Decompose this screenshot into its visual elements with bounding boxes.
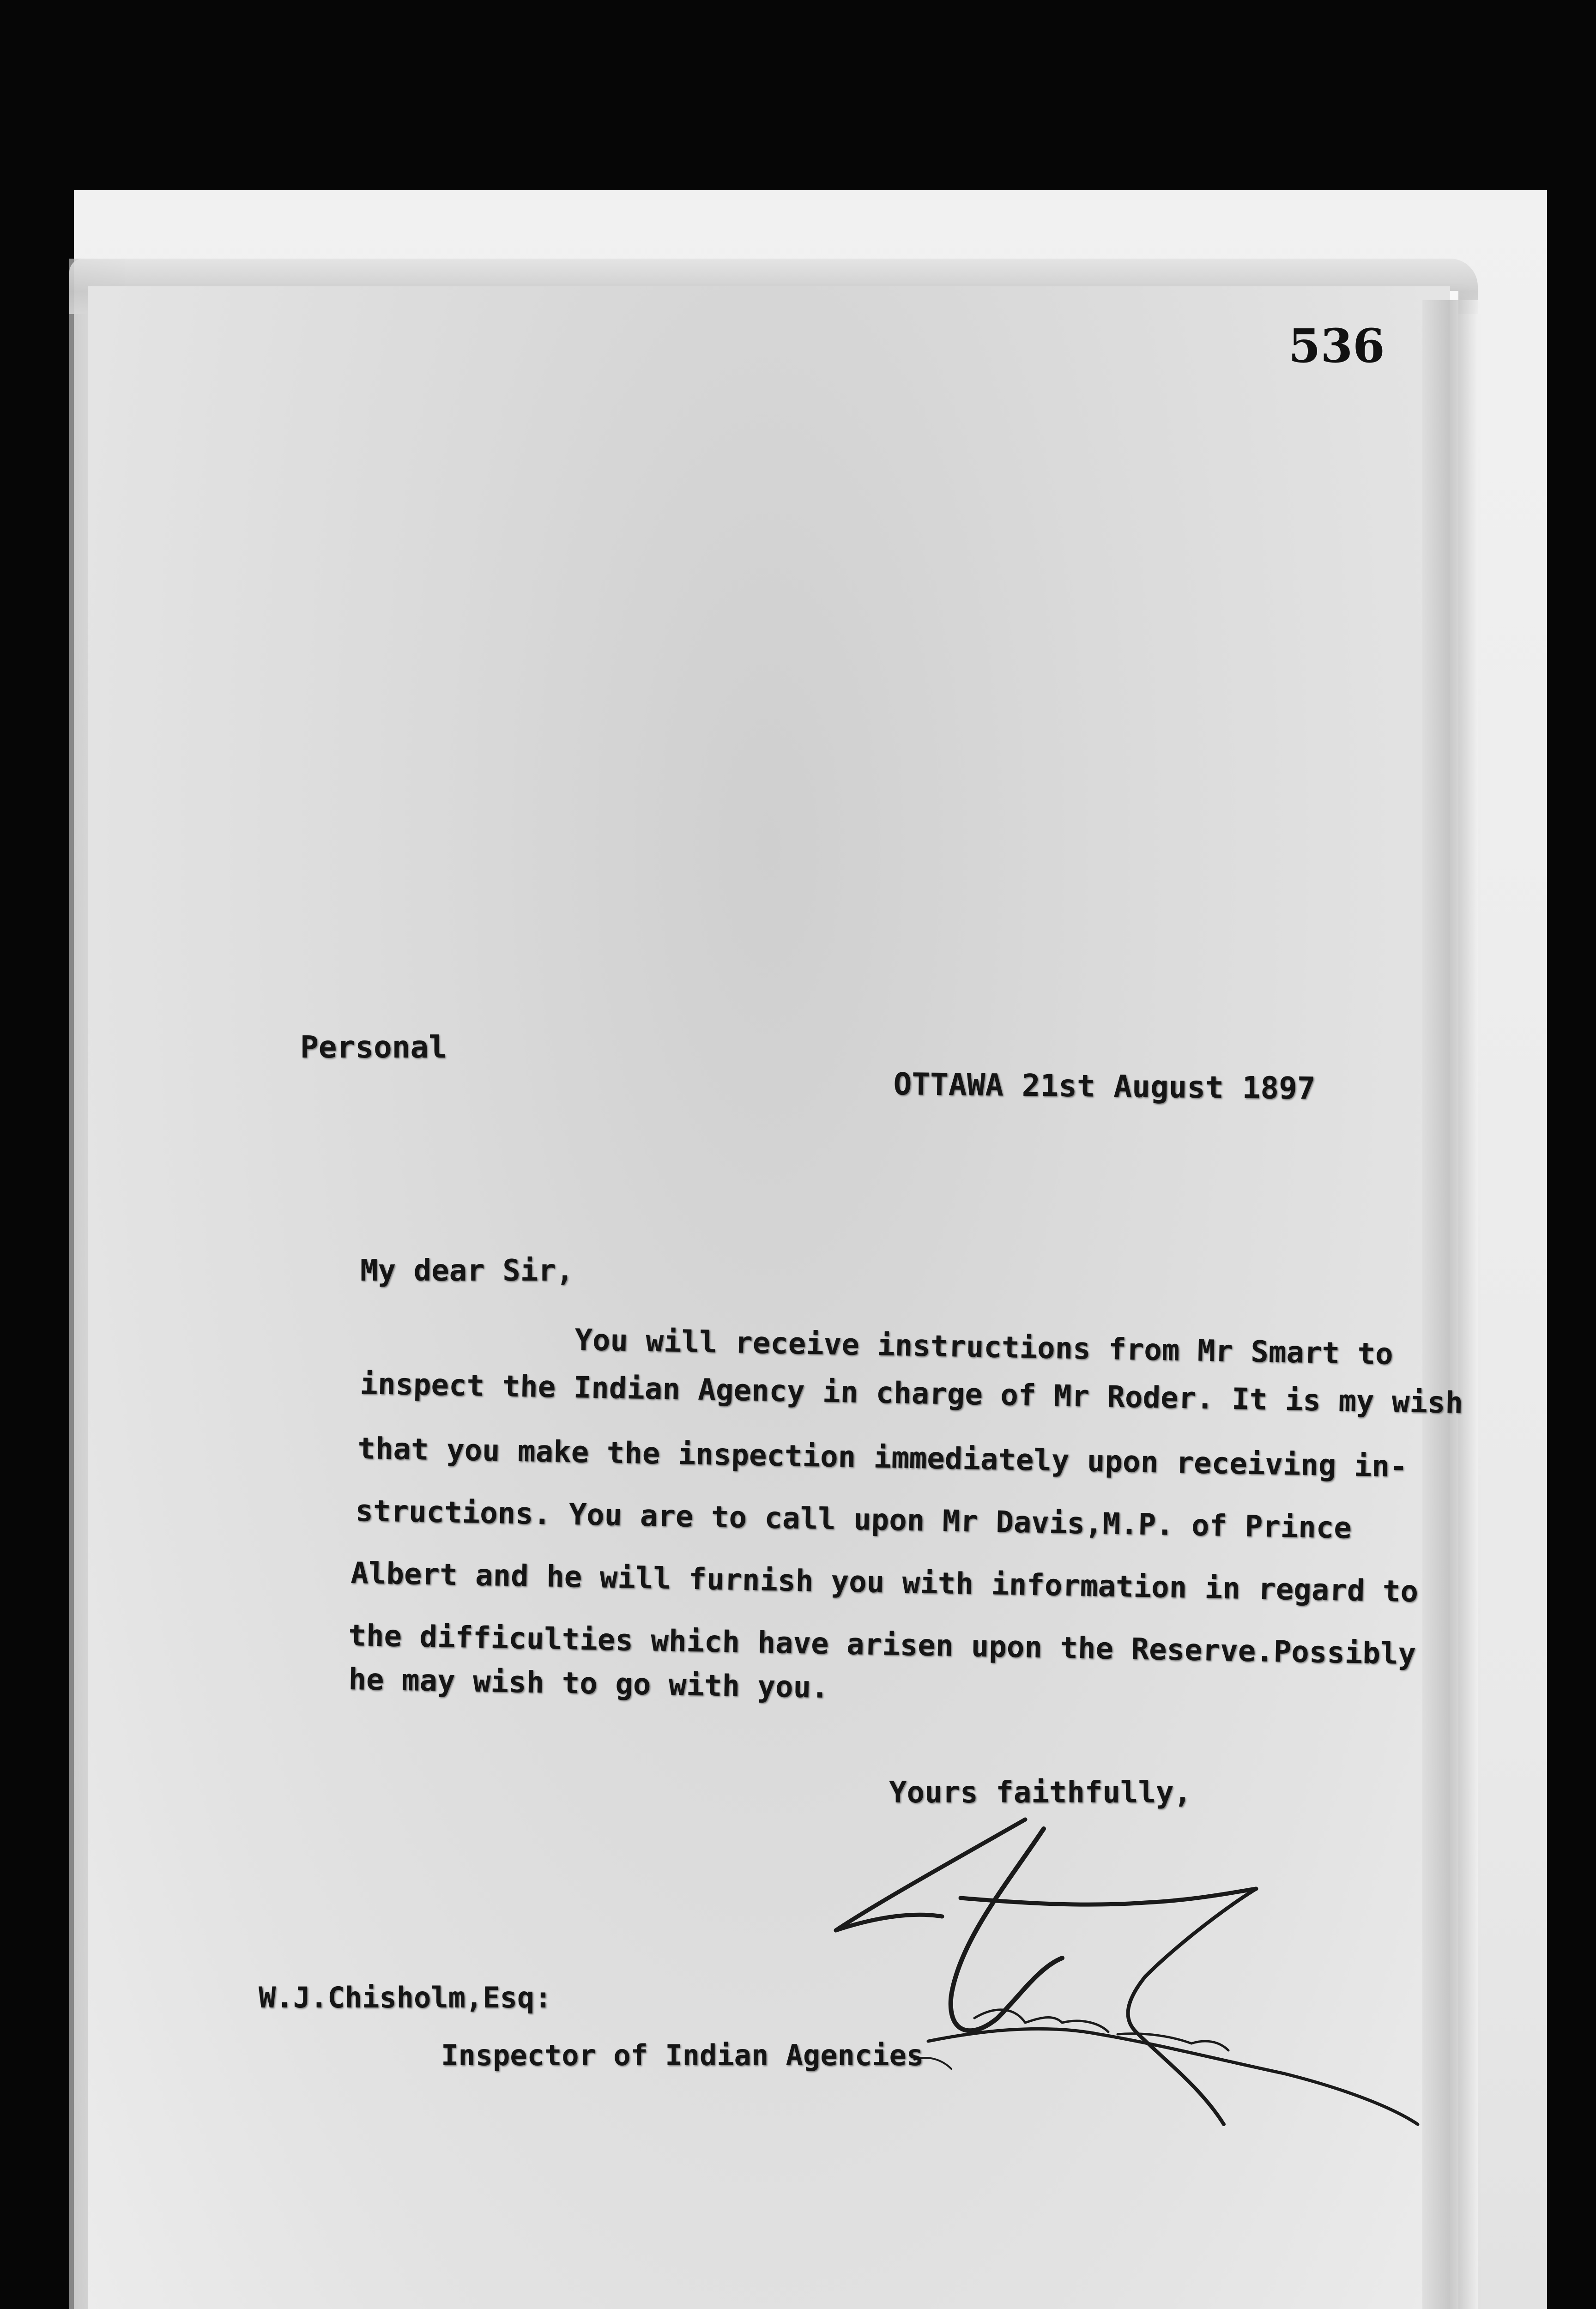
letter-dateline: OTTAWA 21st August 1897 bbox=[893, 1066, 1316, 1106]
body-line: structions. You are to call upon Mr Davis,M.P. of Prince bbox=[355, 1494, 1352, 1546]
addressee-title: Inspector of Indian Agencies bbox=[441, 2038, 924, 2072]
body-line: Albert and he will furnish you with information in regard to bbox=[350, 1556, 1419, 1609]
letter-marking: Personal bbox=[300, 1029, 447, 1065]
letter-salutation: My dear Sir, bbox=[360, 1254, 574, 1288]
folio-number: 536 bbox=[1288, 319, 1385, 373]
body-line: that you make the inspection immediately upon receiving in- bbox=[357, 1432, 1408, 1484]
body-line: he may wish to go with you. bbox=[348, 1662, 829, 1705]
body-line: You will receive instructions from Mr Smart to bbox=[574, 1323, 1394, 1372]
handwritten-signature bbox=[822, 1801, 1422, 2170]
body-line: inspect the Indian Agency in charge of Mr Roder. It is my wish bbox=[359, 1367, 1463, 1420]
addressee-name: W.J.Chisholm,Esq: bbox=[259, 1981, 552, 2014]
body-line: the difficulties which have arisen upon the Reserve.Possibly bbox=[348, 1619, 1416, 1672]
letter-closing: Yours faithfully, bbox=[889, 1776, 1192, 1810]
sheet-right-edge bbox=[1422, 300, 1478, 2309]
